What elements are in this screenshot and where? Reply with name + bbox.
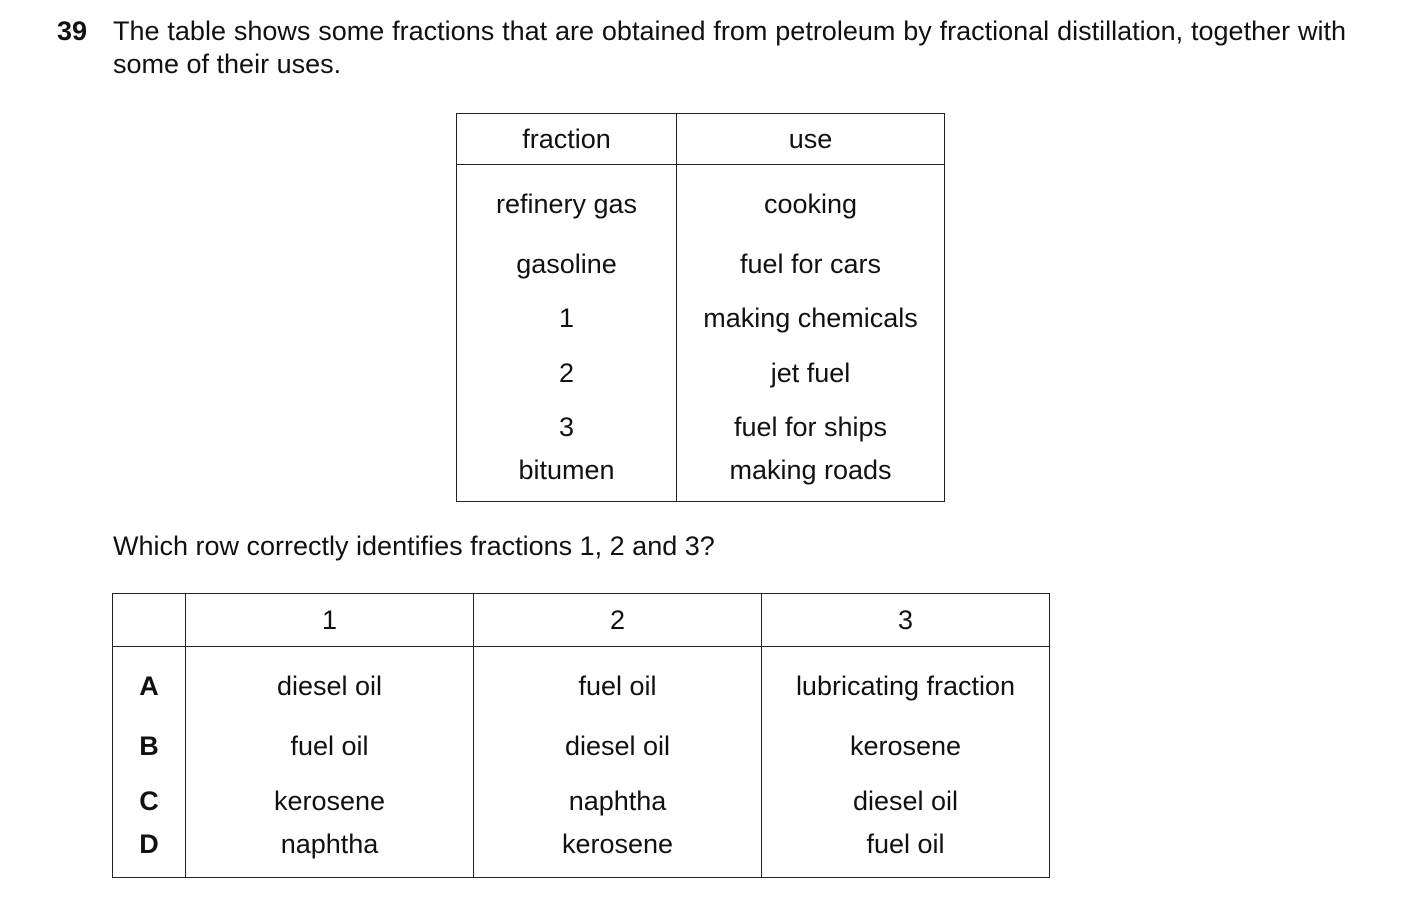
option-letter: D [113,829,186,878]
header-use: use [677,114,945,165]
table-row [457,292,945,347]
answer-row-c[interactable] [113,774,1050,829]
table-row [457,237,945,292]
use-cell: fuel for ships [677,401,945,456]
fraction-cell: refinery gas [457,165,677,238]
use-cell: jet fuel [677,346,945,401]
use-cell: making chemicals [677,292,945,347]
option-letter: C [113,774,186,829]
table-row [457,401,945,456]
fraction-cell: 1 [457,292,677,347]
fraction-cell: gasoline [457,237,677,292]
question-intro: The table shows some fractions that are obtained from petroleum by fractional distillation, together with some of their uses. [113,16,1346,79]
option-cell: kerosene [762,719,1050,774]
header-fraction-1: 1 [186,594,474,647]
option-letter: A [113,647,186,720]
option-cell: fuel oil [762,829,1050,878]
option-cell: fuel oil [474,647,762,720]
answer-row-a[interactable] [113,647,1050,720]
fraction-cell: 3 [457,401,677,456]
option-cell: kerosene [474,829,762,878]
table-row [457,165,945,238]
table-row [457,455,945,502]
header-fraction-2: 2 [474,594,762,647]
use-cell: fuel for cars [677,237,945,292]
header-blank [113,594,186,647]
table-header-row [457,114,945,165]
option-letter: B [113,719,186,774]
answer-options-table [112,593,1050,878]
option-cell: diesel oil [186,647,474,720]
option-cell: lubricating fraction [762,647,1050,720]
header-fraction: fraction [457,114,677,165]
option-cell: naphtha [474,774,762,829]
option-cell: fuel oil [186,719,474,774]
fraction-cell: 2 [457,346,677,401]
use-cell: making roads [677,455,945,502]
answer-row-d[interactable] [113,829,1050,878]
fraction-uses-table [456,113,945,502]
use-cell: cooking [677,165,945,238]
fraction-cell: bitumen [457,455,677,502]
question-number: 39 [57,16,88,46]
option-cell: naphtha [186,829,474,878]
answer-row-b[interactable] [113,719,1050,774]
option-cell: diesel oil [762,774,1050,829]
question-prompt: Which row correctly identifies fractions 1, 2 and 3? [113,531,715,561]
table-header-row [113,594,1050,647]
table-row [457,346,945,401]
header-fraction-3: 3 [762,594,1050,647]
option-cell: kerosene [186,774,474,829]
option-cell: diesel oil [474,719,762,774]
